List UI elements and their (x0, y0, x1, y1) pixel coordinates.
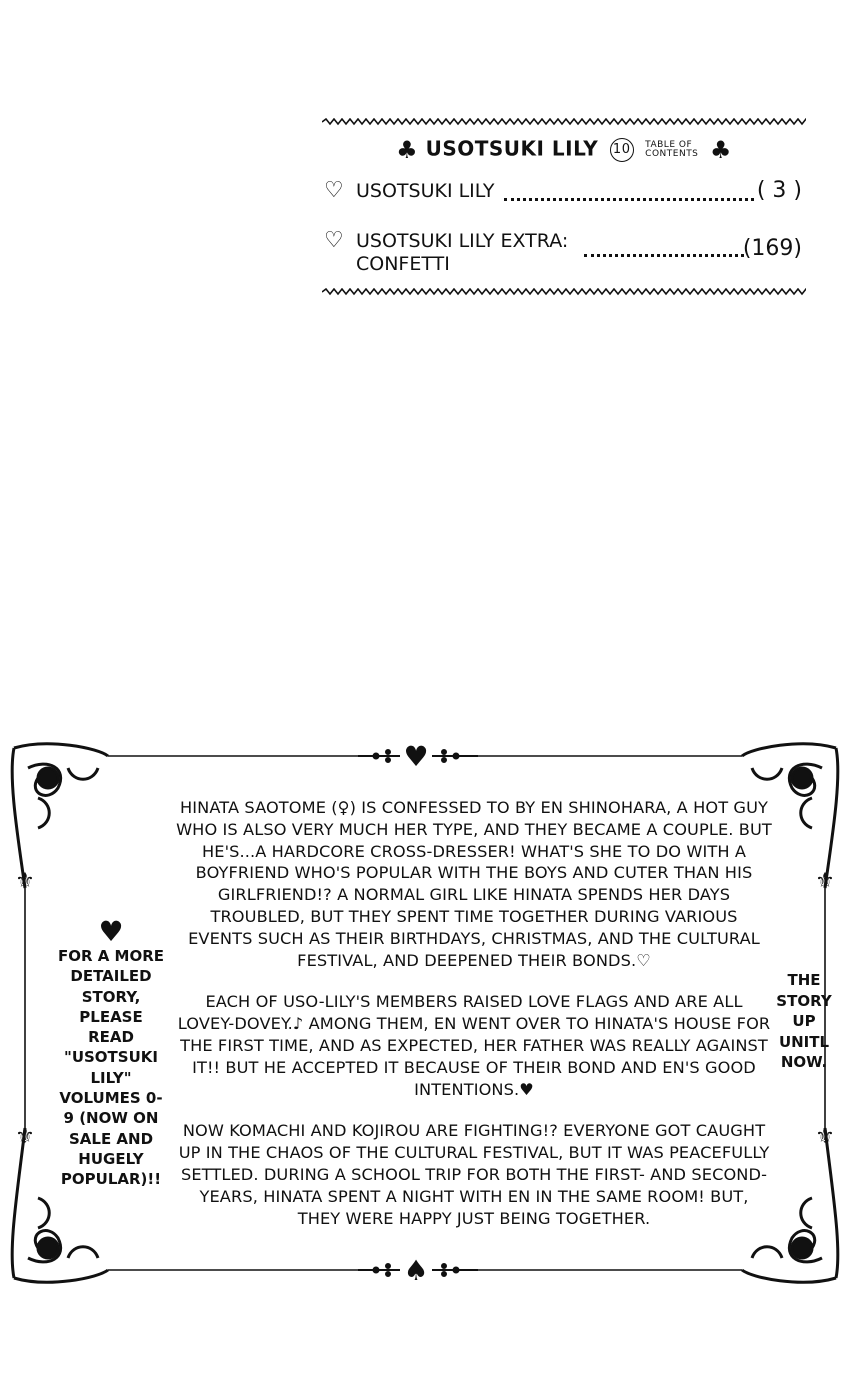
toc-entry[interactable] (324, 178, 806, 208)
club-icon: ♣ (709, 136, 732, 164)
leader-dots (504, 182, 754, 201)
toc-entry-label: USOTSUKI LILY (356, 180, 495, 202)
club-icon: ♣ (396, 136, 419, 164)
side-note-left (57, 915, 165, 1190)
top-ornament (358, 740, 478, 773)
heart-outline-icon: ♡ (324, 228, 344, 253)
fleuron-icon: ⚜ (15, 1124, 35, 1149)
fleuron-icon: ⚜ (15, 869, 35, 894)
heart-outline-icon: ♡ (324, 178, 344, 203)
heart-icon: ♥ (98, 915, 124, 948)
fleuron-icon: ⚜ (815, 869, 835, 894)
toc-entry-page: (169) (742, 236, 802, 261)
toc-entry-label: USOTSUKI LILY EXTRA: CONFETTI (356, 230, 569, 275)
side-note-right: THE STORY UP UNITL NOW. (776, 971, 832, 1071)
svg-text:♠: ♠ (403, 1254, 429, 1287)
summary-paragraph: HINATA SAOTOME (♀) IS CONFESSED TO BY EN SHINOHARA, A HOT GUY WHO IS ALSO VERY MUCH HER TYPE, AND THEY BECAME A COUPLE. BUT HE'S...A HARDCORE CROSS-DRESSER! WHAT'S SHE TO DO WITH A BOYFRIEND WHO'S POPULAR WITH THE BOYS AND CUTER THAN HIS GIRLFRIEND!? A NORMAL GIRL LIKE HINATA SPENDS HER DAYS TROUBLED, BUT THEY SPENT TIME TOGETHER DURING VARIOUS EVENTS SUCH AS THEIR BIRTHDAYS, CHRISTMAS, AND THE CULTURAL FESTIVAL, AND DEEPENED THEIR BONDS.♡ (176, 798, 772, 970)
volume-number: 10 (610, 138, 634, 162)
summary-paragraph: EACH OF USO-LILY'S MEMBERS RAISED LOVE FLAGS AND ARE ALL LOVEY-DOVEY.♪ AMONG THEM, EN WENT OVER TO HINATA'S HOUSE FOR THE FIRST TIME, AND AS EXPECTED, HER FATHER WAS REALLY AGAINST IT!! BUT HE ACCEPTED IT BECAUSE OF THEIR BOND AND EN'S GOOD INTENTIONS.♥ (177, 992, 771, 1099)
zigzag-border-top (322, 118, 806, 126)
zigzag-border-bottom (322, 288, 806, 296)
toc-entry[interactable] (324, 228, 806, 278)
side-note-left-text: FOR A MORE DETAILED STORY, PLEASE READ "USOTSUKI LILY" VOLUMES 0-9 (NOW ON SALE AND HUGELY POPULAR)!! (57, 947, 165, 1189)
story-summary (176, 797, 772, 1249)
table-of-contents (322, 118, 806, 296)
svg-text:♥: ♥ (403, 740, 429, 773)
book-title: USOTSUKI LILY (425, 136, 599, 161)
toc-title-line (322, 136, 806, 164)
leader-dots (584, 238, 744, 257)
bottom-ornament (358, 1254, 478, 1287)
toc-heading: TABLE OF CONTENTS (645, 140, 699, 159)
summary-paragraph: NOW KOMACHI AND KOJIROU ARE FIGHTING!? EVERYONE GOT CAUGHT UP IN THE CHAOS OF THE CULTURAL FESTIVAL, BUT IT WAS PEACEFULLY SETTLED. DURING A SCHOOL TRIP FOR BOTH THE FIRST- AND SECOND-YEARS, HINATA SPENT A NIGHT WITH EN IN THE SAME ROOM! BUT, THEY WERE HAPPY JUST BEING TOGETHER. (178, 1121, 770, 1228)
toc-entry-page: ( 3 ) (756, 178, 802, 203)
fleuron-icon: ⚜ (815, 1124, 835, 1149)
